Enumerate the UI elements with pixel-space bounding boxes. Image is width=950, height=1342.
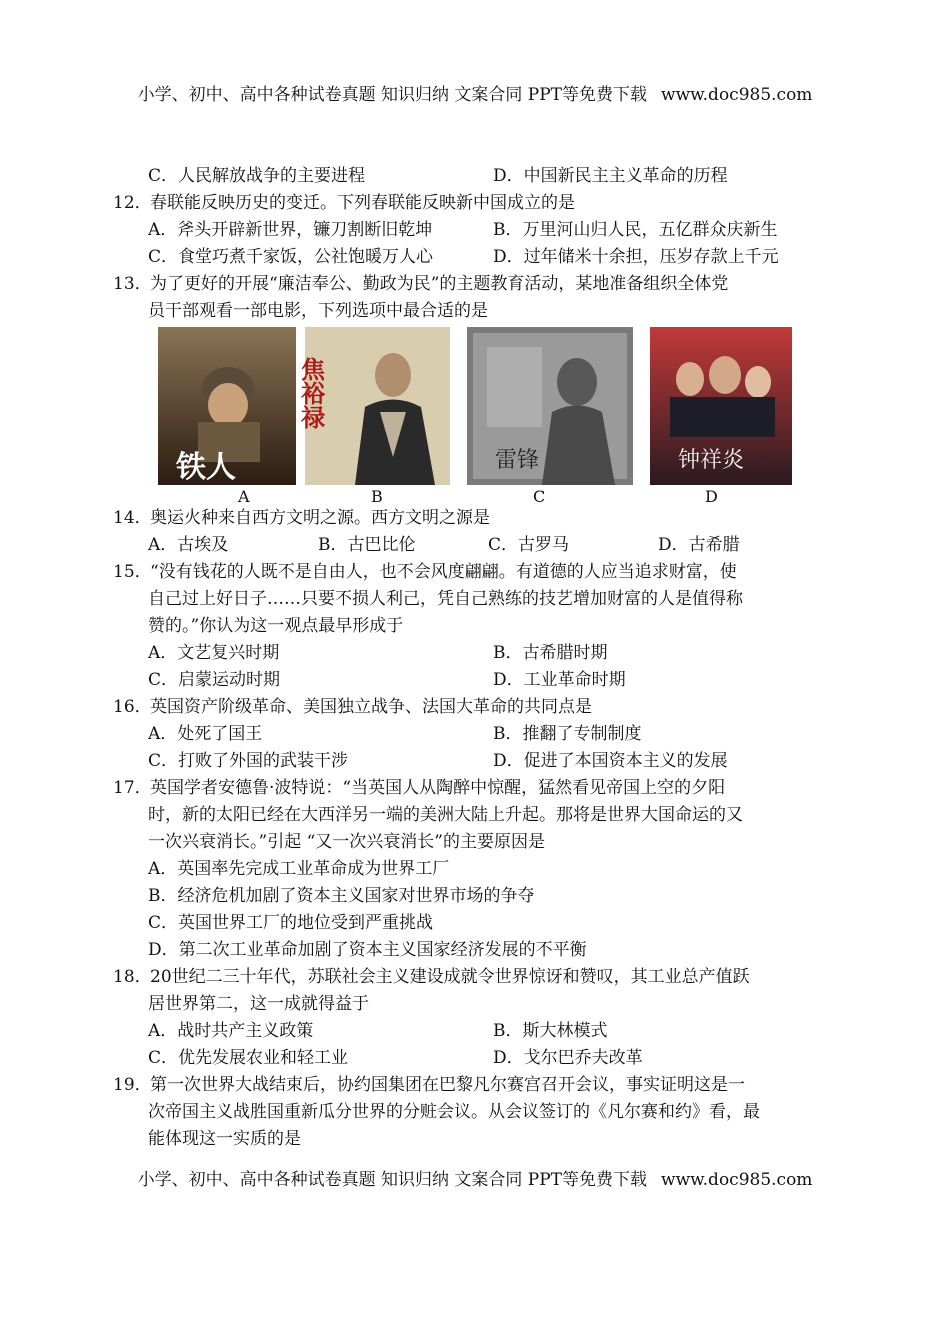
question-number: 14． (113, 508, 152, 528)
question-number: 16． (113, 697, 152, 717)
poster-c-image (467, 327, 633, 485)
option-d: D．古希腊 (658, 535, 740, 555)
poster-a-image (158, 327, 296, 485)
q16-options-ab (113, 721, 843, 748)
option-c: C．打败了外国的武装干涉 (148, 751, 349, 771)
q15-options-ab (113, 640, 843, 667)
poster-c-title: 雷锋 (495, 448, 540, 473)
question-12-stem (113, 190, 843, 217)
option-a: A．文艺复兴时期 (148, 643, 280, 663)
question-15-stem-cont: 赞的。”你认为这一观点最早形成于 (148, 616, 404, 636)
question-number: 12． (113, 193, 152, 213)
question-number: 17． (113, 778, 152, 798)
q18-options-ab (113, 1018, 843, 1045)
question-15-stem-cont: 自己过上好日子……只要不损人利己，凭自己熟练的技艺增加财富的人是值得称 (148, 589, 743, 609)
question-text: 英国资产阶级革命、美国独立战争、法国大革命的共同点是 (150, 697, 592, 717)
option-c: C．优先发展农业和轻工业 (148, 1048, 349, 1068)
question-18-stem (113, 964, 843, 991)
footer-site: www.doc985.com (661, 1170, 813, 1190)
header-site: www.doc985.com (661, 85, 813, 105)
question-13-stem (113, 271, 843, 298)
question-16-stem (113, 694, 843, 721)
option-b: B．推翻了专制制度 (493, 724, 642, 744)
q16-options-cd (113, 748, 843, 775)
option-c: C．启蒙运动时期 (148, 670, 281, 690)
option-a: A．处死了国王 (148, 724, 263, 744)
poster-d-title: 钟祥炎 (678, 448, 745, 473)
question-13-stem-cont: 员干部观看一部电影，下列选项中最合适的是 (148, 301, 488, 321)
question-text: 20世纪二三十年代，苏联社会主义建设成就令世界惊讶和赞叹，其工业总产值跃 (150, 967, 750, 987)
option-a: A．古埃及 (148, 535, 229, 555)
question-text: 为了更好的开展“廉洁奉公、勤政为民”的主题教育活动，某地准备组织全体党 (150, 274, 729, 294)
question-number: 19． (113, 1075, 152, 1095)
poster-b-title: 焦裕禄 (296, 357, 326, 429)
question-19-stem-cont: 次帝国主义战胜国重新瓜分世界的分赃会议。从会议签订的《凡尔赛和约》看，最 (148, 1102, 760, 1122)
option-c: C．古罗马 (488, 535, 570, 555)
option-d: D．工业革命时期 (493, 670, 626, 690)
option-c: C．英国世界工厂的地位受到严重挑战 (148, 913, 434, 933)
page-footer (0, 1165, 950, 1190)
poster-label-c: C (533, 487, 546, 506)
question-text: 英国学者安德鲁·波特说：“当英国人从陶醉中惊醒，猛然看见帝国上空的夕阳 (150, 778, 726, 798)
q14-options (113, 532, 843, 559)
q18-options-cd (113, 1045, 843, 1072)
question-text: 春联能反映历史的变迁。下列春联能反映新中国成立的是 (150, 193, 575, 213)
question-14-stem (113, 505, 843, 532)
question-number: 13． (113, 274, 152, 294)
question-text: 奥运火种来自西方文明之源。西方文明之源是 (150, 508, 490, 528)
question-15-stem (113, 559, 843, 586)
q11-options-cd (113, 163, 843, 190)
option-c: C．食堂巧煮千家饭，公社饱暖万人心 (148, 247, 434, 267)
option-d: D．过年储米十余担，压岁存款上千元 (493, 247, 779, 267)
q15-options-cd (113, 667, 843, 694)
question-number: 18． (113, 967, 152, 987)
question-18-stem-cont: 居世界第二，这一成就得益于 (148, 994, 369, 1014)
option-d: D．促进了本国资本主义的发展 (493, 751, 728, 771)
question-17-stem (113, 775, 843, 802)
option-c: C．人民解放战争的主要进程 (148, 166, 366, 186)
option-b: B．古希腊时期 (493, 643, 608, 663)
movie-posters (113, 325, 843, 505)
q12-options-cd (113, 244, 843, 271)
option-a: A．斧头开辟新世界，镰刀割断旧乾坤 (148, 220, 433, 240)
question-text: “没有钱花的人既不是自由人，也不会风度翩翩。有道德的人应当追求财富，使 (150, 562, 737, 582)
question-19-stem-cont: 能体现这一实质的是 (148, 1129, 301, 1149)
poster-label-a: A (238, 487, 250, 506)
option-b: B．斯大林模式 (493, 1021, 608, 1041)
question-17-stem-cont: 一次兴衰消长。”引起 “又一次兴衰消长”的主要原因是 (148, 832, 545, 852)
option-d: D．第二次工业革命加剧了资本主义国家经济发展的不平衡 (148, 940, 587, 960)
option-a: A．战时共产主义政策 (148, 1021, 314, 1041)
option-d: D．戈尔巴乔夫改革 (493, 1048, 643, 1068)
question-number: 15． (113, 562, 152, 582)
footer-text: 小学、初中、高中各种试卷真题 知识归纳 文案合同 PPT等免费下载 (137, 1170, 648, 1190)
question-text: 第一次世界大战结束后，协约国集团在巴黎凡尔赛宫召开会议，事实证明这是一 (150, 1075, 745, 1095)
exam-content (113, 163, 843, 1153)
poster-a-title: 铁人 (176, 450, 236, 485)
option-b: B．万里河山归人民，五亿群众庆新生 (493, 220, 778, 240)
poster-label-d: D (705, 487, 718, 506)
q12-options-ab (113, 217, 843, 244)
option-d: D．中国新民主主义革命的历程 (493, 166, 728, 186)
page-header (0, 80, 950, 105)
poster-b-image (296, 327, 450, 485)
question-19-stem (113, 1072, 843, 1099)
header-text: 小学、初中、高中各种试卷真题 知识归纳 文案合同 PPT等免费下载 (137, 85, 648, 105)
option-a: A．英国率先完成工业革命成为世界工厂 (148, 859, 450, 879)
option-b: B．经济危机加剧了资本主义国家对世界市场的争夺 (148, 886, 535, 906)
option-b: B．古巴比伦 (318, 535, 416, 555)
question-17-stem-cont: 时，新的太阳已经在大西洋另一端的美洲大陆上升起。那将是世界大国命运的又 (148, 805, 743, 825)
poster-label-b: B (371, 487, 383, 506)
poster-d-image (650, 327, 792, 485)
